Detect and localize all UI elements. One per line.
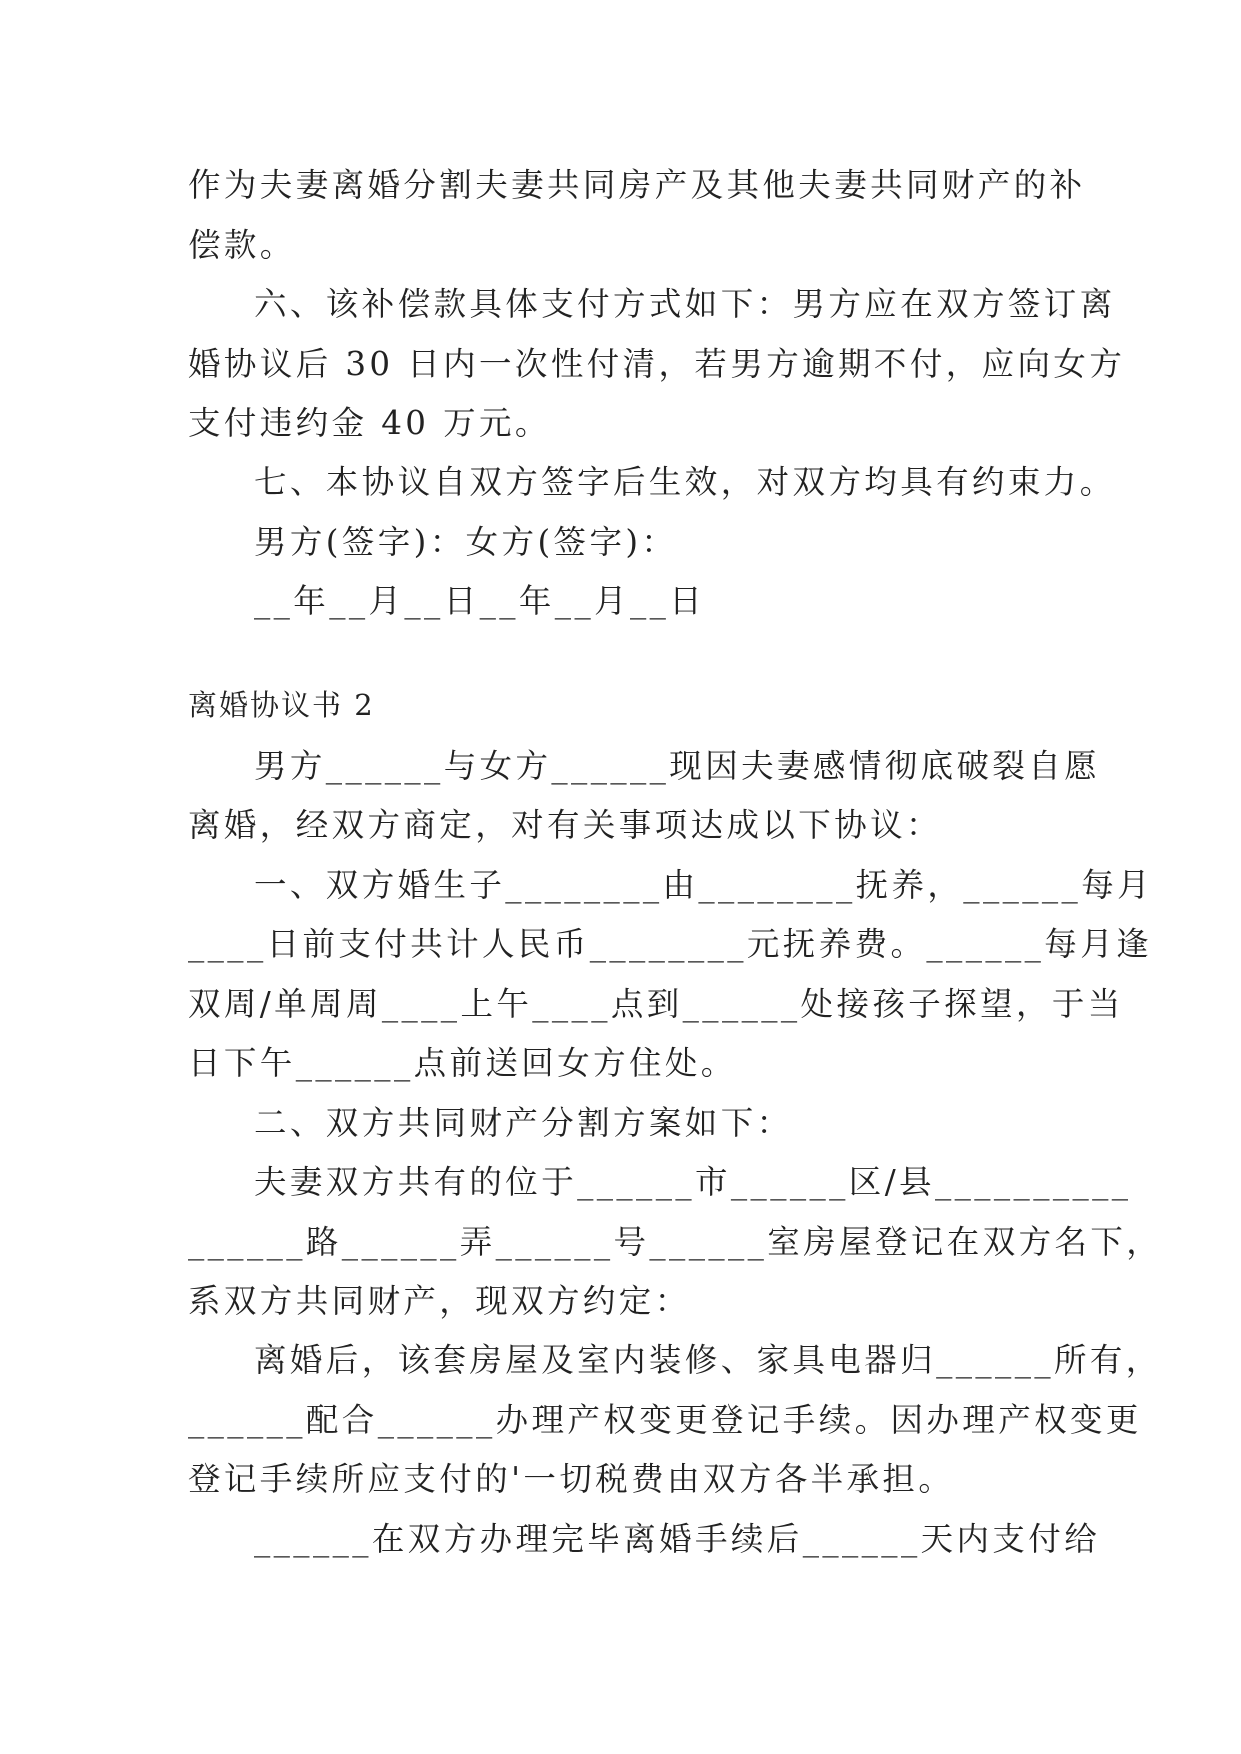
text-line: ______路______弄______号______室房屋登记在双方名下， xyxy=(188,1223,1163,1261)
text-line: 偿款。 xyxy=(188,226,296,264)
signature-line: 男方(签字)：女方(签字)： xyxy=(254,523,678,561)
text-line: 日下午______点前送回女方住处。 xyxy=(188,1044,737,1082)
text-line: ______在双方办理完毕离婚手续后______天内支付给 xyxy=(254,1520,1101,1558)
text-line: 婚协议后 30 日内一次性付清，若男方逾期不付，应向女方 xyxy=(188,345,1126,383)
text-line: 二、双方共同财产分割方案如下： xyxy=(254,1104,793,1142)
date-line: __年__月__日__年__月__日 xyxy=(254,582,706,620)
text-line: 六、该补偿款具体支付方式如下：男方应在双方签订离 xyxy=(254,285,1116,323)
text-line: 支付违约金 40 万元。 xyxy=(188,404,551,442)
text-line: 双周/单周周____上午____点到______处接孩子探望，于当 xyxy=(188,985,1124,1023)
text-line: 一、双方婚生子________由________抚养，______每月 xyxy=(254,866,1154,904)
text-line: 夫妻双方共有的位于______市______区/县__________ xyxy=(254,1163,1132,1201)
text-line: 登记手续所应支付的'一切税费由双方各半承担。 xyxy=(188,1460,955,1498)
text-line: 作为夫妻离婚分割夫妻共同房产及其他夫妻共同财产的补 xyxy=(188,166,1086,204)
text-line: ______配合______办理产权变更登记手续。因办理产权变更 xyxy=(188,1401,1142,1439)
text-line: 离婚后，该套房屋及室内装修、家具电器归______所有， xyxy=(254,1341,1162,1379)
text-line: 男方______与女方______现因夫妻感情彻底破裂自愿 xyxy=(254,747,1101,785)
text-line: 系双方共同财产，现双方约定： xyxy=(188,1282,691,1320)
text-line: 七、本协议自双方签字后生效，对双方均具有约束力。 xyxy=(254,463,1116,501)
document-title: 离婚协议书 2 xyxy=(188,688,375,722)
text-line: ____日前支付共计人民币________元抚养费。______每月逢 xyxy=(188,925,1153,963)
text-line: 离婚，经双方商定，对有关事项达成以下协议： xyxy=(188,806,942,844)
